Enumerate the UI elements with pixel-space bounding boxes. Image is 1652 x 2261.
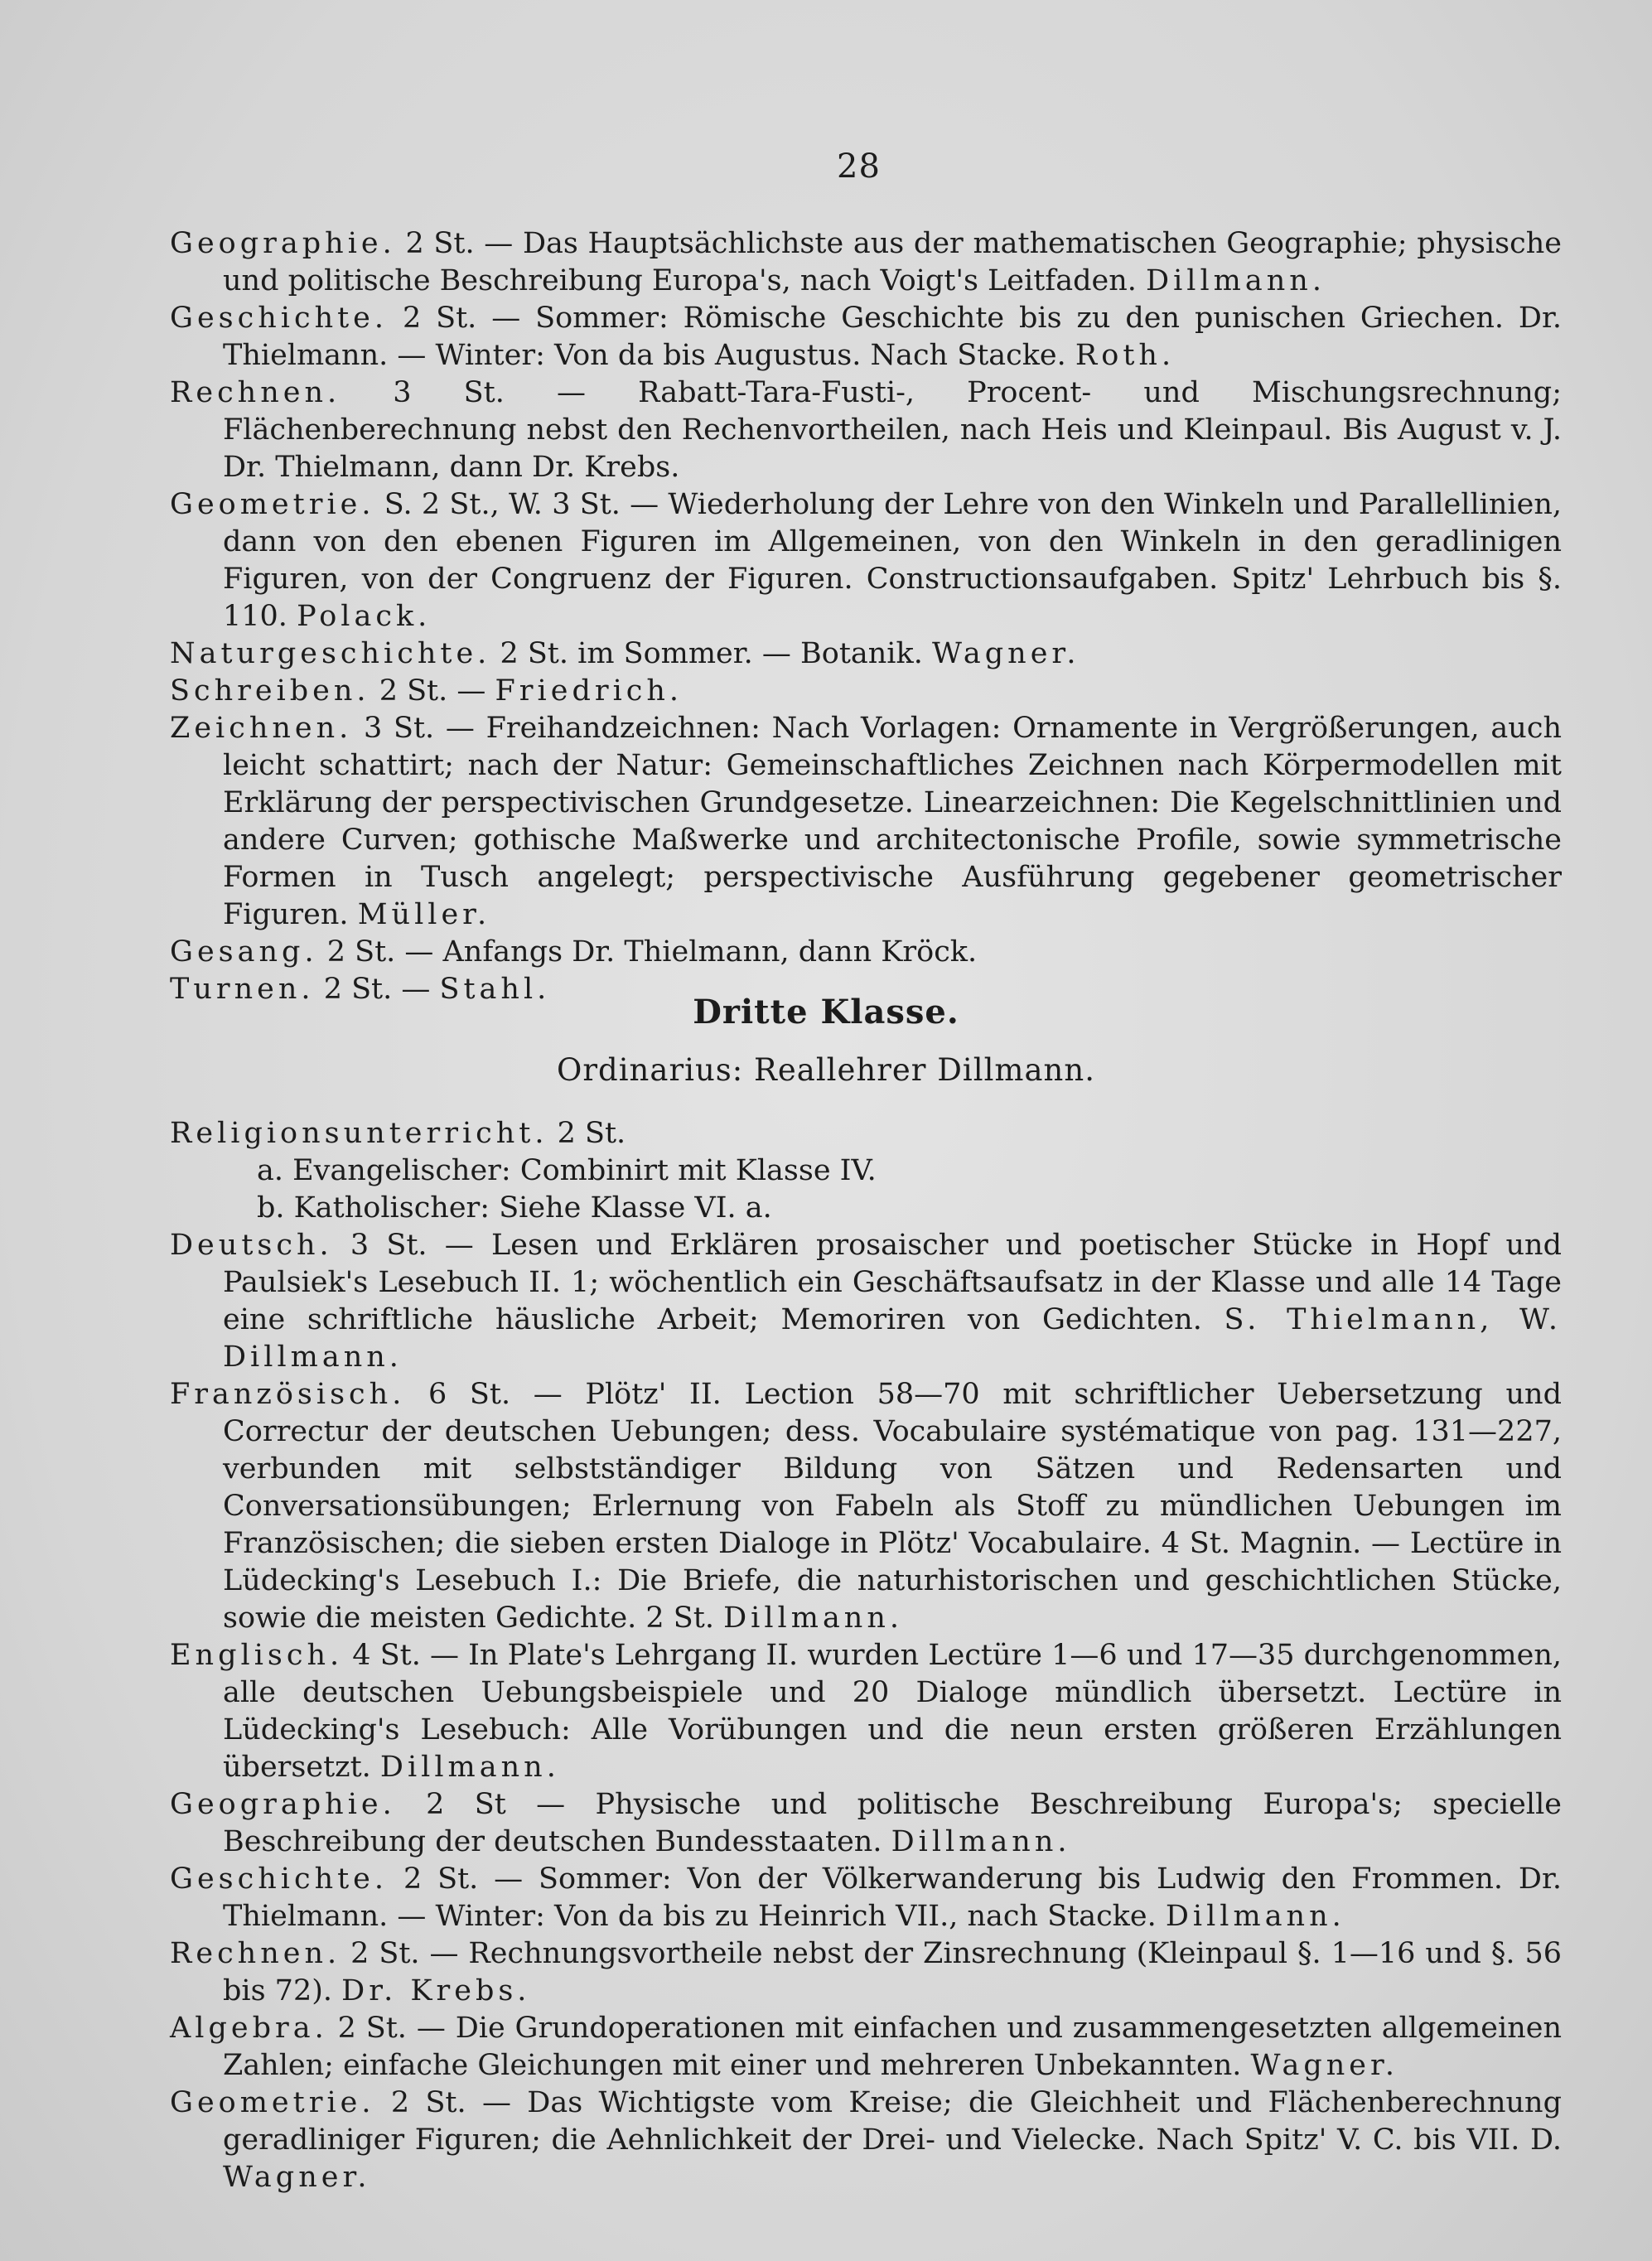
teacher-name: Roth. — [1075, 339, 1176, 372]
third-class-subjects — [170, 1115, 1562, 2196]
teacher-name: Friedrich. — [495, 674, 684, 708]
religion-sub-a: a. Evangelischer: Combinirt mit Klasse IV. — [257, 1154, 877, 1187]
subject-title: Rechnen. — [170, 376, 341, 409]
subject-text: 2 St. — Sommer: Römische Geschichte bis zu den punischen Griechen. Dr. Thielmann. — Winter: Von da bis Augustus. Nach Stacke. — [223, 302, 1562, 372]
subject-entry-deutsch — [170, 1227, 1562, 1376]
subject-entry-englisch — [170, 1637, 1562, 1786]
teacher-name: Wagner. — [223, 2161, 371, 2194]
teacher-name: Dr. Krebs. — [341, 1974, 531, 2007]
page-number: 28 — [837, 147, 881, 186]
subject-title: Englisch. — [170, 1639, 344, 1672]
subject-title: Naturgeschichte. — [170, 637, 491, 670]
subject-title: Rechnen. — [170, 1937, 341, 1970]
subject-title: Schreiben. — [170, 674, 370, 708]
subject-title: Französisch. — [170, 1378, 406, 1411]
teacher-name: Polack. — [297, 600, 432, 633]
subject-title: Algebra. — [170, 2012, 328, 2045]
subject-text: 2 St. im Sommer. — Botanik. — [500, 637, 923, 670]
subject-text: 2 St. — Das Hauptsächlichste aus der mathematischen Geographie; physische und politische Beschreibung Europa's, nach Voigt's Leitfaden. — [223, 227, 1562, 297]
subject-text: 2 St. — Sommer: Von der Völkerwanderung bis Ludwig den Frommen. Dr. Thielmann. — Winter: Von da bis zu Heinrich VII., nach Stacke. — [223, 1862, 1562, 1933]
subject-title: Geschichte. — [170, 302, 389, 335]
subject-text: 2 St. — [557, 1117, 626, 1150]
subject-title: Geometrie. — [170, 488, 375, 521]
subject-text: 2 St. — Die Grundoperationen mit einfachen und zusammengesetzten allgemeinen Zahlen; einfache Gleichungen mit einer und mehreren Unbekannten. — [223, 2012, 1562, 2082]
teacher-name: Dillmann. — [1165, 1900, 1345, 1933]
teacher-name: Dillmann. — [1146, 264, 1326, 297]
subject-text: 4 St. — In Plate's Lehrgang II. wurden Lectüre 1—6 und 17—35 durchgenommen, alle deutschen Uebungsbeispiele und 20 Dialoge mündlich übersetzt. Lectüre in Lüdecking's Lesebuch: Alle Vorübungen und die neun ersten größeren Erzählungen übersetzt. — [223, 1639, 1562, 1784]
section-ordinarius: Ordinarius: Reallehrer Dillmann. — [557, 1052, 1095, 1088]
subject-entry-naturgeschichte — [170, 635, 1562, 673]
teacher-name: Wagner. — [931, 637, 1080, 670]
previous-class-subjects — [170, 225, 1562, 1008]
subject-entry-rechnen — [170, 1935, 1562, 2010]
subject-entry-geographie — [170, 1786, 1562, 1861]
subject-entry-franzoesisch — [170, 1376, 1562, 1637]
subject-title: Turnen. — [170, 973, 315, 1006]
subject-entry-rechnen — [170, 374, 1562, 486]
subject-text: 3 St. — Freihandzeichnen: Nach Vorlagen: Ornamente in Vergrößerungen, auch leicht schattirt; nach der Natur: Gemeinschaftliches Zeichnen nach Körpermodellen mit Erklärung der perspectivischen Grundgesetze. Linearzeichnen: Die Kegelschnittlinien und andere Curven; gothische Maßwerke und architectonische Profile, sowie symmetrische Formen in Tusch angelegt; perspectivische Ausführung gegebener geometrischer Figuren. — [223, 712, 1562, 931]
subject-entry-geometrie — [170, 486, 1562, 635]
subject-entry-religion — [170, 1115, 1562, 1152]
teacher-name: S. Thielmann, W. Dillmann. — [223, 1303, 1562, 1374]
subject-title: Religionsunterricht. — [170, 1117, 548, 1150]
subject-text: 2 St. — — [379, 674, 486, 708]
subject-title: Geographie. — [170, 227, 396, 260]
subject-text: 3 St. — Rabatt-Tara-Fusti-, Procent- und Mischungsrechnung; Flächenberechnung nebst den Rechenvortheilen, nach Heis und Kleinpaul. Bis August v. J. Dr. Thielmann, dann Dr. Krebs. — [223, 376, 1562, 484]
section-title: Dritte Klasse. — [693, 993, 959, 1031]
teacher-name: Stahl. — [439, 973, 551, 1006]
subject-entry-geschichte — [170, 1861, 1562, 1935]
subject-text: 2 St. — — [323, 973, 431, 1006]
teacher-name: Wagner. — [1250, 2049, 1398, 2082]
teacher-name: Dillmann. — [723, 1602, 904, 1635]
subject-entry-geographie — [170, 225, 1562, 300]
subject-entry-geschichte — [170, 300, 1562, 374]
teacher-name: Dillmann. — [379, 1751, 560, 1784]
subject-title: Gesang. — [170, 935, 318, 969]
teacher-name: Dillmann. — [891, 1825, 1071, 1858]
religion-sub-b: b. Katholischer: Siehe Klasse VI. a. — [257, 1191, 772, 1225]
subject-entry-schreiben — [170, 673, 1562, 710]
subject-text: 2 St. — Das Wichtigste vom Kreise; die Gleichheit und Flächenberechnung geradliniger Figuren; die Aehnlichkeit der Drei- und Vielecke. Nach Spitz' V. C. bis VII. D. — [223, 2086, 1562, 2157]
subject-title: Zeichnen. — [170, 712, 353, 745]
subject-title: Geschichte. — [170, 1862, 389, 1896]
subject-entry-algebra — [170, 2010, 1562, 2085]
subject-text: 2 St. — Anfangs Dr. Thielmann, dann Kröck. — [326, 935, 978, 969]
teacher-name: Müller. — [357, 898, 491, 931]
subject-text: 2 St — Physische und politische Beschreibung Europa's; specielle Beschreibung der deutschen Bundesstaaten. — [223, 1788, 1562, 1858]
subject-entry-geometrie — [170, 2085, 1562, 2196]
subject-text: 3 St. — Lesen und Erklären prosaischer und poetischer Stücke in Hopf und Paulsiek's Lesebuch II. 1; wöchentlich ein Geschäftsaufsatz in der Klasse und alle 14 Tage eine schriftliche häusliche Arbeit; Memoriren von Gedichten. — [223, 1229, 1562, 1336]
subject-text: 6 St. — Plötz' II. Lection 58—70 mit schriftlicher Uebersetzung und Correctur der deutschen Uebungen; dess. Vocabulaire systématique von pag. 131—227, verbunden mit selbstständiger Bildung von Sätzen und Redensarten und Conversationsübungen; Erlernung von Fabeln als Stoff zu mündlichen Uebungen im Französischen; die sieben ersten Dialoge in Plötz' Vocabulaire. 4 St. Magnin. — Lectüre in Lüdecking's Lesebuch I.: Die Briefe, die naturhistorischen und geschichtlichen Stücke, sowie die meisten Gedichte. 2 St. — [223, 1378, 1562, 1635]
subject-title: Geometrie. — [170, 2086, 375, 2119]
subject-text: 2 St. — Rechnungsvortheile nebst der Zinsrechnung (Kleinpaul §. 1—16 und §. 56 bis 72). — [223, 1937, 1562, 2007]
subject-title: Deutsch. — [170, 1229, 333, 1262]
subject-entry-zeichnen — [170, 710, 1562, 934]
subject-text: S. 2 St., W. 3 St. — Wiederholung der Lehre von den Winkeln und Parallellinien, dann von den ebenen Figuren im Allgemeinen, von den Winkeln in den geradlinigen Figuren, von der Congruenz der Figuren. Constructionsaufgaben. Spitz' Lehrbuch bis §. 110. — [223, 488, 1562, 633]
subject-title: Geographie. — [170, 1788, 396, 1821]
subject-entry-gesang — [170, 934, 1562, 971]
